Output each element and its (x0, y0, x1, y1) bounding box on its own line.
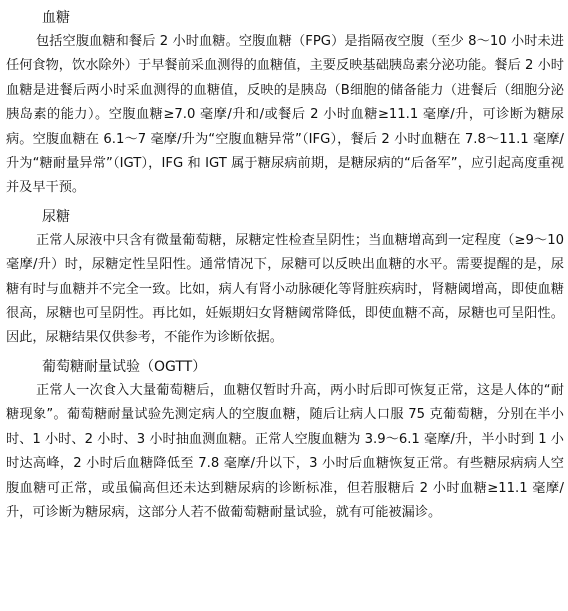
section-ogtt (6, 355, 564, 525)
paragraph: 正常人一次食入大量葡萄糖后，血糖仅暂时升高，两小时后即可恢复正常，这是人体的“耐糖现象”。葡萄糖耐量试验先测定病人的空腹血糖，随后让病人口服 75 克葡萄糖，分别在半小时、1 小时、2 小时、3 小时抽血测血糖。正常人空腹血糖为 3.9～6.1 毫摩/升，半小时到 1 小时达高峰，2 小时后血糖降低至 7.8 毫摩/升以下，3 小时后血糖恢复正常。有些糖尿病病人空腹血糖可正常，或虽偏高但还未达到糖尿病的诊断标准，但若服糖后 2 小时血糖≥11.1 毫摩/升，可诊断为糖尿病，这部分人若不做葡萄糖耐量试验，就有可能被漏诊。 (6, 382, 564, 520)
section-urine-glucose (6, 205, 564, 351)
section-heading: 血糖 (42, 10, 70, 26)
section-heading: 葡萄糖耐量试验（OGTT） (42, 358, 207, 375)
section-heading: 尿糖 (42, 208, 70, 225)
paragraph: 正常人尿液中只含有微量葡萄糖，尿糖定性检查呈阴性；当血糖增高到一定程度（≥9～10 毫摩/升）时，尿糖定性呈阳性。通常情况下，尿糖可以反映出血糖的水平。需要提醒的是，尿糖有时与血糖并不完全一致。比如，病人有肾小动脉硬化等肾脏疾病时，肾糖阈增高，即使血糖很高，尿糖也可呈阴性。再比如，妊娠期妇女肾糖阈常降低，即使血糖不高，尿糖也可呈阳性。因此，尿糖结果仅供参考，不能作为诊断依据。 (6, 232, 564, 346)
paragraph: 包括空腹血糖和餐后 2 小时血糖。空腹血糖（FPG）是指隔夜空腹（至少 8～10 小时未进任何食物，饮水除外）于早餐前采血测得的血糖值，主要反映基础胰岛素分泌功能。餐后 2 小时血糖是进餐后两小时采血测得的血糖值，反映的是胰岛（B细胞的储备能力（进餐后（细胞分泌胰岛素的能力）。空腹血糖≥7.0 毫摩/升和/或餐后 2 小时血糖≥11.1 毫摩/升，可诊断为糖尿病。空腹血糖在 6.1～7 毫摩/升为“空腹血糖异常”（IFG），餐后 2 小时血糖在 7.8～11.1 毫摩/升为“糖耐量异常”（IGT），IFG 和 IGT 属于糖尿病前期，是糖尿病的“后备军”，应引起高度重视并及早干预。 (6, 34, 564, 196)
section-blood-glucose (6, 6, 564, 201)
